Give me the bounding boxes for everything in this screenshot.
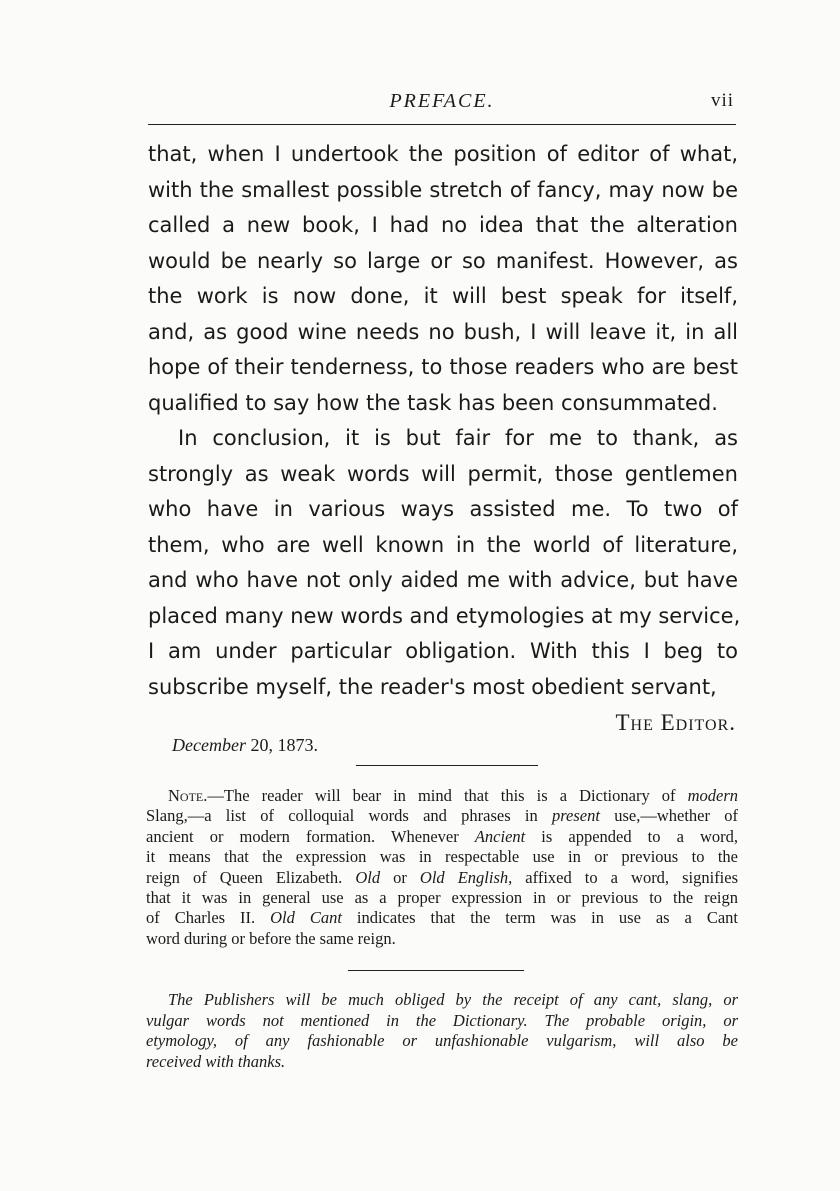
body-line: the work is now done, it will best speak for itself, [148,284,738,308]
body-line: who have in various ways assisted me. To two of [148,497,738,521]
body-line: would be nearly so large or so manifest. However, as [148,248,738,273]
body-line: placed many new words and etymologies at my service, [148,603,741,628]
note-italic: Old Cant [270,908,342,928]
page-header [148,88,736,118]
section-rule [356,765,538,766]
body-line: that, when I undertook the position of editor of what, [148,142,738,166]
note-line [146,827,738,847]
note-italic: Old [355,867,381,887]
note-paragraph [146,786,738,949]
note-line: it means that the expression was in respectable use in or previous to the [146,847,738,867]
running-title: PREFACE. [389,90,495,112]
note-italic: Ancient [474,826,526,846]
notice-line: received with thanks. [146,1051,286,1071]
body-line: with the smallest possible stretch of fancy, may now be [148,177,738,202]
publishers-notice [146,990,738,1072]
body-line: strongly as weak words will permit, those gentlemen [148,461,738,486]
note-line [146,786,738,806]
note-line [146,806,738,826]
note-italic: Old English, [419,867,513,887]
notice-line: vulgar words not mentioned in the Dictionary. The probable origin, or [146,1010,738,1030]
note-line [146,868,738,888]
note-text: —The reader will bear in mind that this is a Dictionary of [207,786,688,805]
body-line: and who have not only aided me with advice, but have [148,568,738,592]
note-italic: present [551,806,600,826]
note-label: Note. [168,786,208,805]
body-line: them, who are well known in the world of literature, [148,532,738,557]
header-rule [148,124,736,125]
note-text: is appended to a word, [525,826,739,846]
body-line: and, as good wine needs no bush, I will leave it, in all [148,319,738,344]
note-text: ancient or modern formation. Whenever [146,826,475,846]
note-text: affixed to a word, signifies [512,867,739,887]
note-italic: modern [687,786,738,805]
note-text: Slang,—a list of colloquial words and phrases in [146,806,552,826]
page-number: vii [710,90,734,111]
body-line: I am under particular obligation. With this I beg to [148,639,738,663]
notice-line: The Publishers will be much obliged by the receipt of any cant, slang, or [168,990,738,1009]
body-line: called a new book, I had no idea that the alteration [148,213,738,237]
body-line: qualified to say how the task has been consummated. [148,390,718,415]
note-line [146,908,738,928]
note-line: that it was in general use as a proper expression in or previous to the reign [146,887,738,907]
notice-line: etymology, of any fashionable or unfashionable vulgarism, will also be [146,1031,738,1050]
note-line: word during or before the same reign. [146,928,396,948]
body-line: subscribe myself, the reader's most obedient servant, [148,674,717,699]
section-rule [348,970,524,971]
body-line: In conclusion, it is but fair for me to thank, as [178,426,738,450]
note-text: of Charles II. [146,908,271,928]
preface-date [172,735,318,756]
date-rest: 20, 1873. [245,735,318,755]
note-text: or [380,867,420,887]
note-text: use,—whether of [599,806,738,826]
note-text: indicates that the term was in use as a Cant [341,908,738,928]
date-month: December [172,735,246,755]
signature-text: The Editor. [615,710,736,735]
note-text: reign of Queen Elizabeth. [146,867,356,887]
preface-body [148,137,741,741]
body-line: hope of their tenderness, to those readers who are best [148,355,738,379]
